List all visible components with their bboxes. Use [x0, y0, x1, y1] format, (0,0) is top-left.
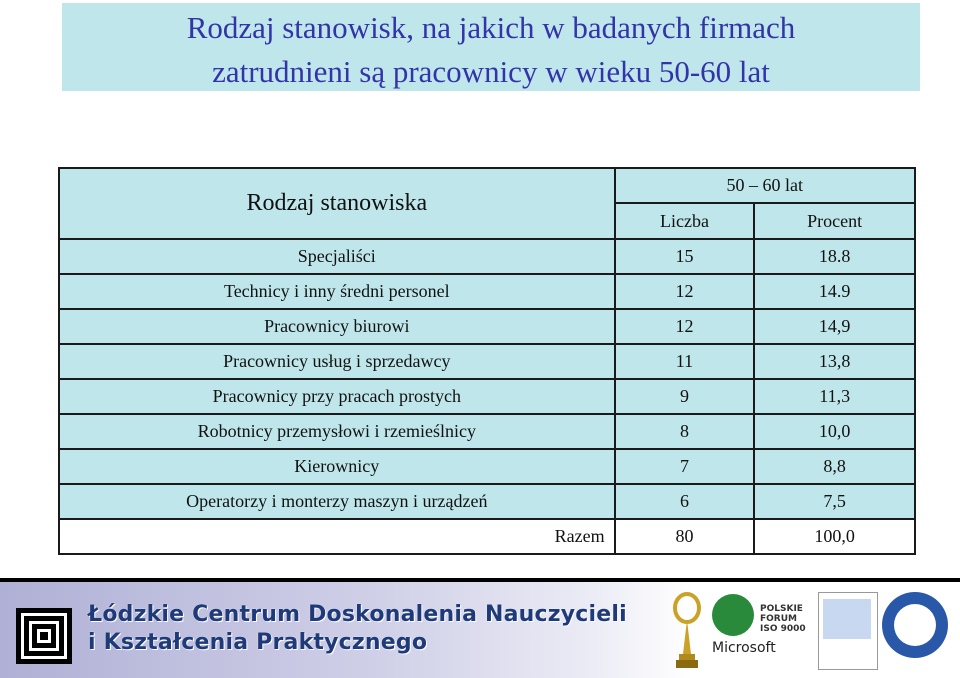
footer-divider: [0, 578, 960, 582]
row-liczba: 6: [615, 484, 755, 519]
row-procent: 13,8: [754, 344, 915, 379]
footer-banner: [0, 578, 960, 678]
table-row: [59, 484, 915, 519]
total-row: [59, 519, 915, 554]
page-title-line-2: zatrudnieni są pracownicy w wieku 50-60 lat: [212, 54, 770, 89]
row-liczba: 12: [615, 274, 755, 309]
row-label: Technicy i inny średni personel: [59, 274, 615, 309]
row-procent: 14,9: [754, 309, 915, 344]
org-name-line-1: Łódzkie Centrum Doskonalenia Nauczycieli: [88, 602, 627, 627]
row-label: Pracownicy przy pracach prostych: [59, 379, 615, 414]
iso-forum-icon: [712, 594, 754, 636]
row-procent: 8,8: [754, 449, 915, 484]
total-label: Razem: [59, 519, 615, 554]
row-label: Pracownicy biurowi: [59, 309, 615, 344]
total-procent: 100,0: [754, 519, 915, 554]
trophy-icon: [670, 592, 704, 672]
row-liczba: 15: [615, 239, 755, 274]
row-liczba: 8: [615, 414, 755, 449]
header-procent: Procent: [754, 203, 915, 239]
row-liczba: 11: [615, 344, 755, 379]
row-procent: 18.8: [754, 239, 915, 274]
row-procent: 11,3: [754, 379, 915, 414]
iso-forum-text: POLSKIE FORUM ISO 9000: [760, 604, 806, 634]
row-label: Operatorzy i monterzy maszyn i urządzeń: [59, 484, 615, 519]
iqnet-certification-icon: [882, 592, 948, 658]
total-liczba: 80: [615, 519, 755, 554]
row-label: Kierownicy: [59, 449, 615, 484]
polskie-forum-iso-logo: [708, 590, 808, 676]
row-procent: 10,0: [754, 414, 915, 449]
org-name-line-2: i Kształcenia Praktycznego: [88, 630, 428, 655]
title-banner: [62, 3, 920, 91]
lcdn-logo-icon: [16, 608, 72, 664]
table-row: [59, 449, 915, 484]
header-stanowisko: Rodzaj stanowiska: [59, 168, 615, 239]
row-liczba: 7: [615, 449, 755, 484]
table-row: [59, 239, 915, 274]
table-row: [59, 344, 915, 379]
row-procent: 14.9: [754, 274, 915, 309]
table-row: [59, 414, 915, 449]
microsoft-logo: Microsoft: [712, 640, 776, 656]
row-procent: 7,5: [754, 484, 915, 519]
row-liczba: 9: [615, 379, 755, 414]
table-row: [59, 309, 915, 344]
row-label: Pracownicy usług i sprzedawcy: [59, 344, 615, 379]
header-liczba: Liczba: [615, 203, 755, 239]
row-label: Robotnicy przemysłowi i rzemieślnicy: [59, 414, 615, 449]
row-label: Specjaliści: [59, 239, 615, 274]
page-title-line-1: Rodzaj stanowisk, na jakich w badanych firmach: [186, 10, 796, 45]
positions-table: [58, 167, 916, 555]
header-age-group: 50 – 60 lat: [615, 168, 915, 203]
table-row: [59, 379, 915, 414]
row-liczba: 12: [615, 309, 755, 344]
table-row: [59, 274, 915, 309]
pcbc-certificate-icon: [818, 592, 878, 670]
